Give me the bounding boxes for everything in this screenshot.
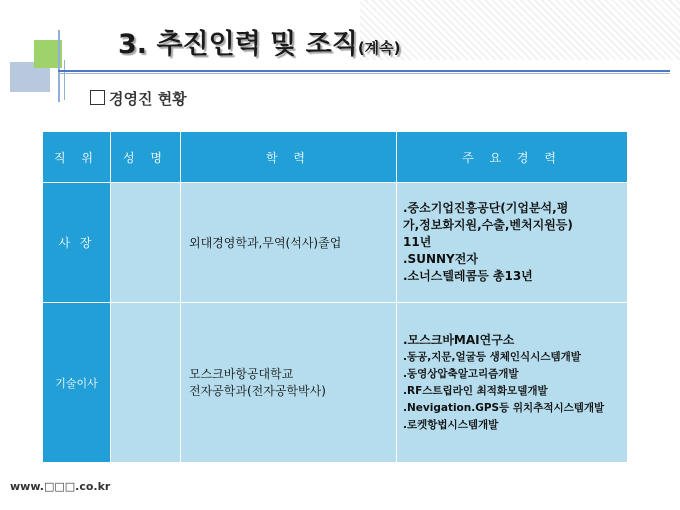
career-line: .로켓항법시스템개발 bbox=[403, 418, 499, 431]
cell-position: 사 장 bbox=[43, 183, 111, 303]
cell-name bbox=[111, 303, 181, 463]
career-line: .SUNNY전자 bbox=[403, 252, 478, 266]
cell-career bbox=[397, 183, 628, 303]
cell-name bbox=[111, 183, 181, 303]
background-texture bbox=[357, 0, 680, 60]
decor-horizontal-line bbox=[58, 70, 670, 72]
footer-url: www.□□□.co.kr bbox=[10, 480, 111, 493]
table-header-row bbox=[43, 132, 628, 183]
decor-vertical-line bbox=[58, 30, 60, 102]
cell-career bbox=[397, 303, 628, 463]
section-subheading bbox=[90, 88, 187, 109]
header-education: 학 력 bbox=[181, 132, 397, 183]
title-cont: (계속) bbox=[357, 39, 401, 57]
page-title bbox=[118, 22, 401, 61]
education-line: 모스크바항공대학교 bbox=[189, 366, 294, 381]
table-row bbox=[43, 303, 628, 463]
cell-education bbox=[181, 303, 397, 463]
career-line: 11년 bbox=[403, 235, 432, 249]
career-line: .소너스텔레콤등 총13년 bbox=[403, 269, 533, 283]
table-row bbox=[43, 183, 628, 303]
cell-education: 외대경영학과,무역(석사)졸업 bbox=[181, 183, 397, 303]
checkbox-square-icon bbox=[90, 90, 105, 105]
career-line: .모스크바MAI연구소 bbox=[403, 332, 515, 347]
executive-table bbox=[42, 131, 628, 463]
title-number: 3. bbox=[118, 29, 148, 60]
career-line: .동공,지문,얼굴등 생체인식시스템개발 bbox=[403, 350, 581, 363]
title-main: 추진인력 및 조직 bbox=[156, 29, 358, 60]
career-line: .Nevigation.GPS등 위치추적시스템개발 bbox=[403, 401, 605, 414]
career-line: .RF스트립라인 최적화모델개발 bbox=[403, 384, 548, 397]
career-line: .동영상압축알고리즘개발 bbox=[403, 367, 519, 380]
career-line: .중소기업진흥공단(기업분석,평 bbox=[403, 201, 569, 215]
decor-vertical-line-thin bbox=[64, 60, 65, 100]
header-name: 성 명 bbox=[111, 132, 181, 183]
subheading-text: 경영진 현황 bbox=[109, 90, 187, 108]
career-line: 가,정보화지원,수출,벤처지원등) bbox=[403, 218, 573, 232]
cell-position: 기술이사 bbox=[43, 303, 111, 463]
header-career: 주 요 경 력 bbox=[397, 132, 628, 183]
education-line: 전자공학과(전자공학박사) bbox=[189, 383, 326, 398]
header-position: 직 위 bbox=[43, 132, 111, 183]
decor-horizontal-line-thin bbox=[58, 73, 670, 74]
